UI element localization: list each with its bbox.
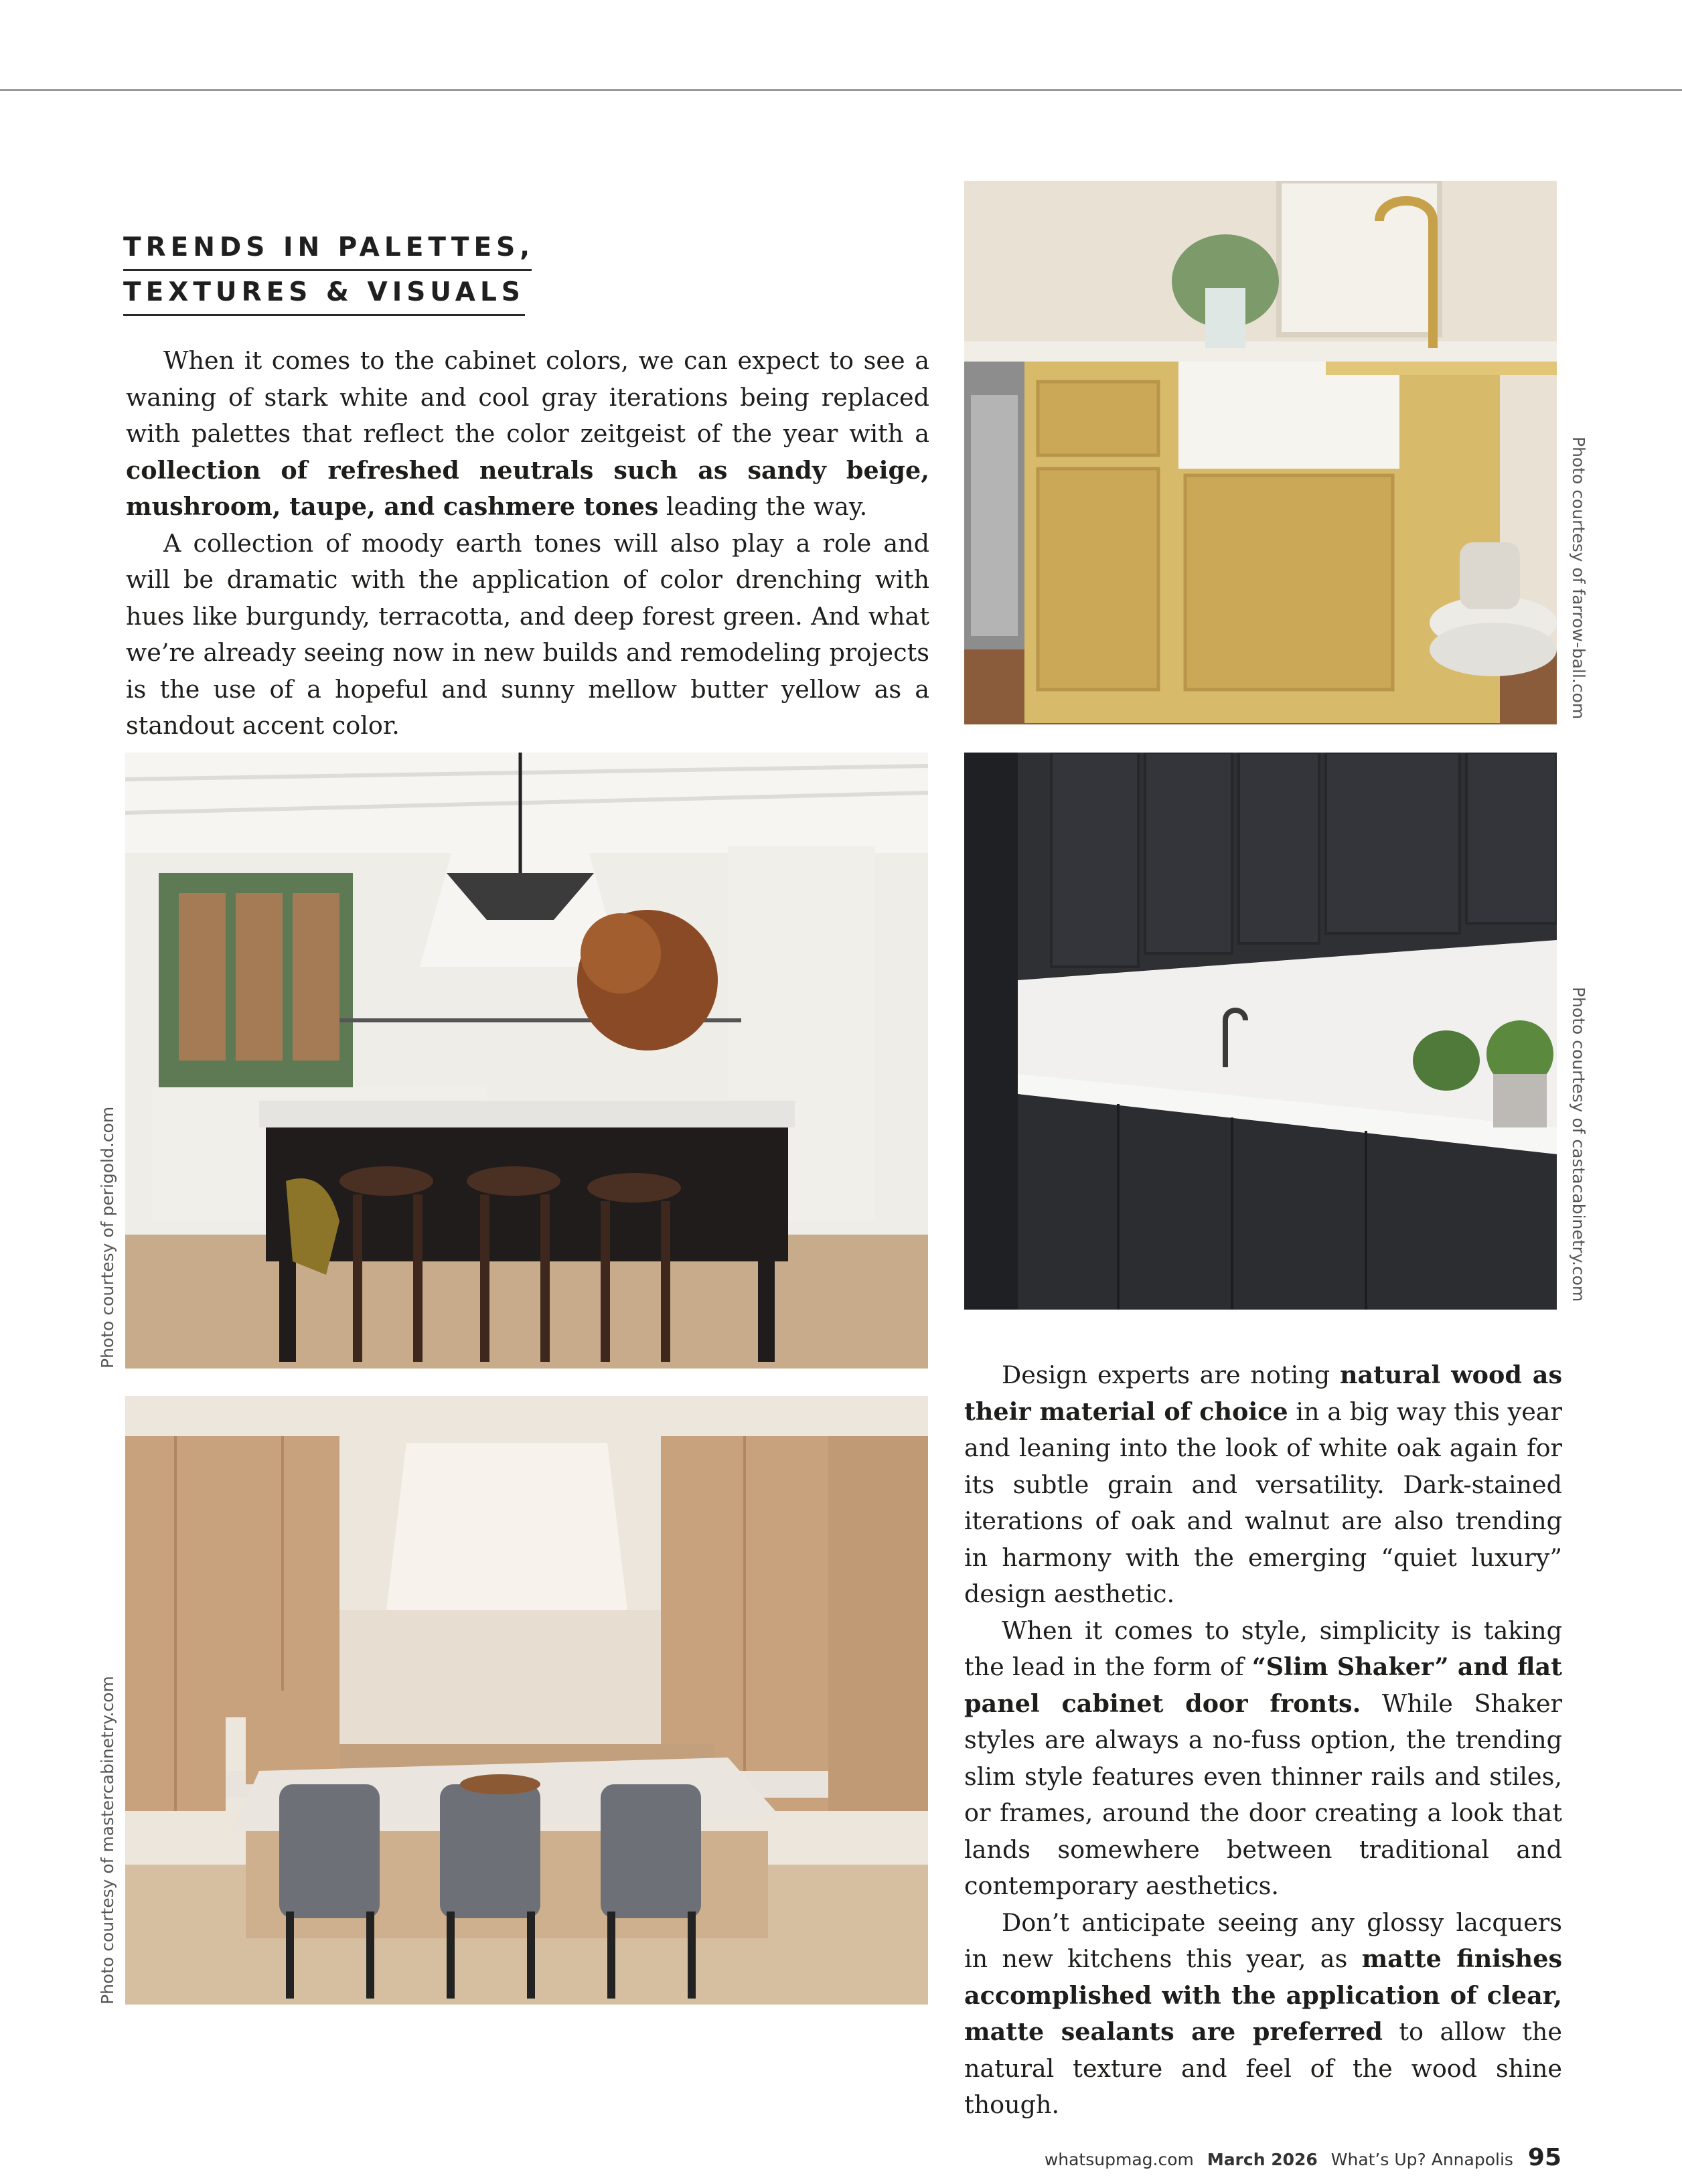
right-column-text xyxy=(964,1357,1562,2124)
paragraph xyxy=(126,526,929,745)
footer-date: March 2026 xyxy=(1207,2150,1318,2169)
photo-credit-yellow-kitchen: Photo courtesy of farrow-ball.com xyxy=(1569,437,1588,720)
body-text: When it comes to style, simplicity is taking the lead in the form of xyxy=(964,1616,1562,1681)
bold-text: natural wood as their material of choice xyxy=(964,1360,1562,1426)
body-text: leading the way. xyxy=(658,492,868,521)
body-text: Design experts are noting xyxy=(1002,1360,1340,1389)
body-text: When it comes to the cabinet colors, we can expect to see a waning of stark white and cool gray iterations being replaced with palettes that reflect the color zeitgeist of the year with a xyxy=(126,346,929,448)
paragraph xyxy=(126,343,929,526)
photo-oak-kitchen xyxy=(125,1396,928,2005)
photo-credit-oak-kitchen: Photo courtesy of mastercabinetry.com xyxy=(98,1676,117,2005)
body-text: Don’t anticipate seeing any glossy lacquers in new kitchens this year, as xyxy=(964,1907,1562,1973)
heading-line-2: TEXTURES & VISUALS xyxy=(123,277,525,307)
paragraph xyxy=(964,1905,1562,2124)
left-column-text xyxy=(126,343,929,745)
page-number: 95 xyxy=(1527,2144,1561,2171)
oak-kitchen-illustration xyxy=(125,1396,928,2005)
body-text: While Shaker styles are always a no-fuss option, the trending slim style features even thinner rails and stiles, or frames, around the door creating a look that lands somewhere between traditional and contemporary aesthetics. xyxy=(964,1689,1562,1900)
photo-green-kitchen xyxy=(125,753,928,1369)
photo-dark-kitchen xyxy=(964,753,1557,1310)
paragraph xyxy=(964,1613,1562,1905)
page-footer xyxy=(1037,2144,1561,2171)
green-kitchen-illustration xyxy=(125,753,928,1369)
top-rule xyxy=(0,89,1682,91)
photo-yellow-kitchen xyxy=(964,181,1557,724)
paragraph xyxy=(964,1357,1562,1613)
footer-site: whatsupmag.com xyxy=(1044,2150,1194,2169)
bold-text: collection of refreshed neutrals such as sandy beige, mushroom, taupe, and cashmere tones xyxy=(126,455,929,521)
dark-kitchen-illustration xyxy=(964,753,1557,1310)
body-text: A collection of moody earth tones will also play a role and will be dramatic with the application of color drenching with hues like burgundy, terracotta, and deep forest green. And what we’re already seeing now in new builds and remodeling projects is the use of a hopeful and sunny mellow butter yellow as a standout accent color. xyxy=(126,528,929,740)
body-text: to allow the natural texture and feel of the wood shine though. xyxy=(964,2017,1562,2119)
body-text: in a big way this year and leaning into the look of white oak again for its subtle grain and versatility. Dark-stained iterations of oak and walnut are also trending in harmony with the emerging “quiet luxury” design aesthetic. xyxy=(964,1397,1562,1608)
section-heading xyxy=(123,226,552,316)
footer-publication: What’s Up? Annapolis xyxy=(1330,2150,1513,2169)
heading-line-1: TRENDS IN PALETTES, xyxy=(123,232,535,262)
heading-underline-2 xyxy=(123,314,525,316)
photo-credit-dark-kitchen: Photo courtesy of castacabinetry.com xyxy=(1569,987,1588,1302)
photo-credit-green-kitchen: Photo courtesy of perigold.com xyxy=(98,1106,117,1369)
bold-text: matte finishes accomplished with the application of clear, matte sealants are preferred xyxy=(964,1944,1562,2046)
bold-text: “Slim Shaker” and flat panel cabinet door fronts. xyxy=(964,1652,1562,1718)
yellow-kitchen-illustration xyxy=(964,181,1557,724)
